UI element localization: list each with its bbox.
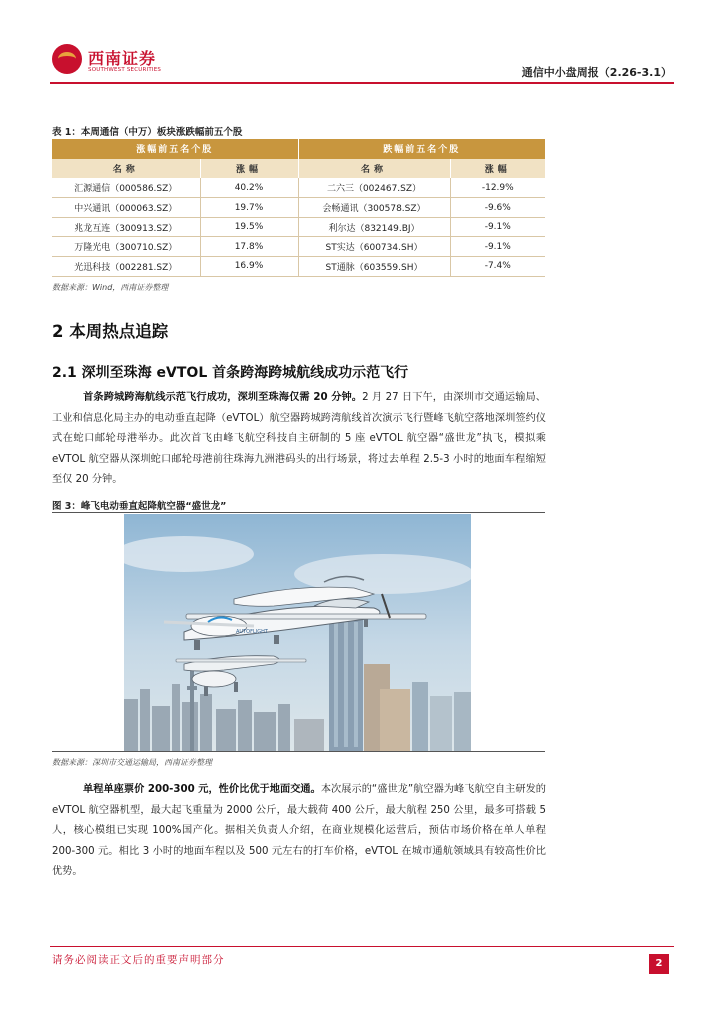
- gainer-name-cell: 光迅科技（002281.SZ）: [52, 257, 200, 277]
- subsection-heading: 2.1 深圳至珠海 eVTOL 首条跨海跨城航线成功示范飞行: [52, 365, 409, 381]
- loser-name-cell: ST实达（600734.SH）: [298, 237, 450, 257]
- figure-bottom-rule: [52, 751, 545, 752]
- section-heading: 2 本周热点追踪: [52, 322, 169, 341]
- figure-caption: 图 3：峰飞电动垂直起降航空器“盛世龙”: [52, 501, 227, 512]
- losers-group-header: 跌幅前五名个股: [298, 139, 545, 159]
- gainer-name-cell: 汇源通信（000586.SZ）: [52, 178, 200, 198]
- paragraph-text: 本次展示的“盛世龙”航空器为峰飞航空自主研发的 eVTOL 航空器机型，最大起飞重量为 2000 公斤，最大载荷 400 公斤，最大航程 250 公里，最多可搭载 5 人，核心模组已实现 100%国产化。据相关负责人介绍，在商业规模化运营后，预估市场价格在单人单程 200-300 元。相比 3 小时的地面车程以及 500 元左右的打车价格，eVTOL 在城市通航领域具有较高性价比优势。: [52, 784, 546, 878]
- gainer-change-cell: 40.2%: [200, 178, 298, 198]
- svg-text:AUTOFLIGHT: AUTOFLIGHT: [236, 629, 268, 635]
- table-row: [52, 178, 545, 198]
- table-column-header-row: [52, 159, 545, 179]
- aircraft-photo: [124, 514, 471, 751]
- figure-source-note: 数据来源：深圳市交通运输局，西南证券整理: [52, 758, 212, 767]
- loser-change-cell: -9.1%: [450, 217, 545, 237]
- gainer-change-cell: 19.5%: [200, 217, 298, 237]
- table-row: [52, 257, 545, 277]
- loser-name-cell: 利尔达（832149.BJ）: [298, 217, 450, 237]
- report-title: 通信中小盘周报（2.26-3.1）: [521, 66, 672, 79]
- column-header-change: 涨幅: [200, 159, 298, 179]
- gainers-group-header: 涨幅前五名个股: [52, 139, 298, 159]
- logo-emblem-icon: [52, 44, 82, 74]
- loser-change-cell: -9.6%: [450, 198, 545, 218]
- table-row: [52, 237, 545, 257]
- loser-name-cell: 二六三（002467.SZ）: [298, 178, 450, 198]
- paragraph-lead: 首条跨城跨海航线示范飞行成功，深圳至珠海仅需 20 分钟。: [83, 392, 363, 403]
- table-caption: 表 1：本周通信（中万）板块涨跌幅前五个股: [52, 127, 243, 138]
- body-paragraph: [52, 388, 546, 491]
- paragraph-lead: 单程单座票价 200-300 元，性价比优于地面交通。: [83, 784, 321, 795]
- logo-english-name: SOUTHWEST SECURITIES: [88, 67, 162, 73]
- loser-name-cell: ST通脉（603559.SH）: [298, 257, 450, 277]
- body-paragraph: [52, 780, 546, 883]
- header-divider: [50, 82, 674, 84]
- gainer-change-cell: 16.9%: [200, 257, 298, 277]
- top-movers-table: [52, 139, 545, 277]
- page-number: 2: [649, 954, 669, 974]
- gainer-change-cell: 19.7%: [200, 198, 298, 218]
- column-header-name: 名称: [298, 159, 450, 179]
- paragraph-text: 2 月 27 日下午，由深圳市交通运输局、工业和信息化局主办的电动垂直起降（eVTOL）航空器跨城跨湾航线首次演示飞行暨峰飞航空落地深圳签约仪式在蛇口邮轮母港举办。此次首飞由峰飞航空科技自主研制的 5 座 eVTOL 航空器“盛世龙”执飞，模拟乘 eVTOL 航空器从深圳蛇口邮轮母港前往珠海九洲港码头的出行场景，将过去单程 2.5-3 小时的地面车程缩短至仅 20 分钟。: [52, 392, 546, 486]
- logo-chinese-name: 西南证券: [88, 49, 157, 68]
- loser-change-cell: -9.1%: [450, 237, 545, 257]
- table-row: [52, 198, 545, 218]
- loser-change-cell: -12.9%: [450, 178, 545, 198]
- gainer-name-cell: 兆龙互连（300913.SZ）: [52, 217, 200, 237]
- table-source-note: 数据来源：Wind，西南证券整理: [52, 283, 169, 292]
- footer-disclaimer: 请务必阅读正文后的重要声明部分: [52, 954, 225, 966]
- column-header-change: 涨幅: [450, 159, 545, 179]
- table-row: [52, 217, 545, 237]
- loser-name-cell: 会畅通讯（300578.SZ）: [298, 198, 450, 218]
- loser-change-cell: -7.4%: [450, 257, 545, 277]
- column-header-name: 名称: [52, 159, 200, 179]
- figure-top-rule: [52, 512, 545, 513]
- gainer-name-cell: 中兴通讯（000063.SZ）: [52, 198, 200, 218]
- table-group-header-row: [52, 139, 545, 159]
- footer-divider: [50, 946, 674, 947]
- gainer-name-cell: 万隆光电（300710.SZ）: [52, 237, 200, 257]
- company-logo: [52, 42, 172, 78]
- gainer-change-cell: 17.8%: [200, 237, 298, 257]
